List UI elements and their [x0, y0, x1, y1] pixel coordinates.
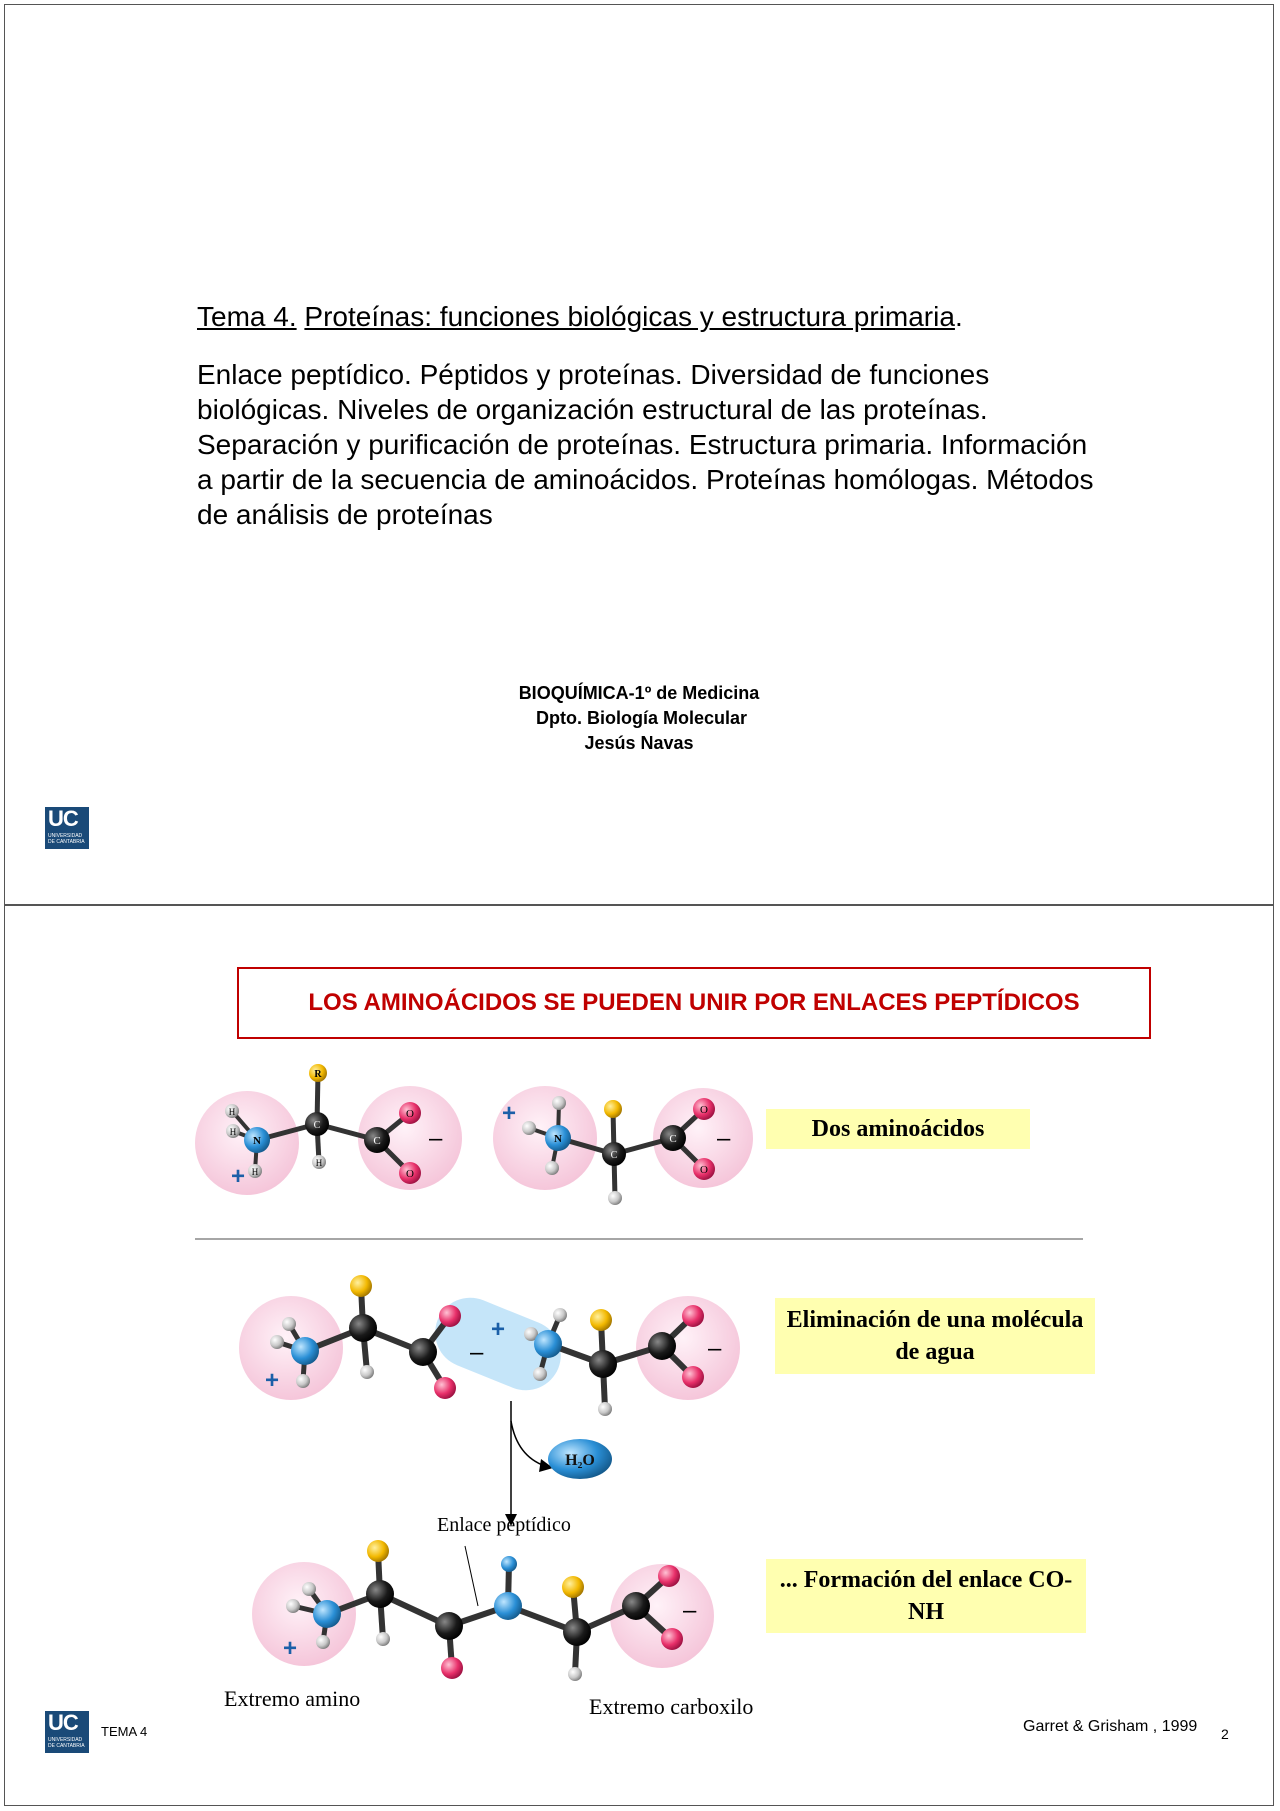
svg-text:–: – [717, 1125, 731, 1152]
credits [5, 681, 1273, 756]
water-label: H₂O [565, 1452, 595, 1469]
slide-title [197, 301, 963, 333]
footer-topic: TEMA 4 [101, 1724, 148, 1739]
slide-1 [4, 4, 1274, 905]
svg-text:+: + [265, 1367, 280, 1394]
svg-text:C: C [669, 1133, 677, 1145]
slide-heading: LOS AMINOÁCIDOS SE PUEDEN UNIR POR ENLACES PEPTÍDICOS [237, 967, 1151, 1039]
amino-acid-1 [195, 1064, 462, 1195]
box-two-amino-acids: Dos aminoácidos [766, 1109, 1030, 1149]
carboxyl-end-label: Extremo carboxilo [589, 1694, 754, 1719]
svg-text:O: O [700, 1164, 708, 1176]
svg-text:H: H [228, 1107, 236, 1117]
svg-text:N: N [253, 1135, 261, 1147]
page-number: 2 [1221, 1726, 1229, 1742]
title-main: Proteínas: funciones biológicas y estructura primaria [304, 301, 955, 332]
svg-text:–: – [683, 1597, 697, 1624]
topic-paragraph: Enlace peptídico. Péptidos y proteínas. Diversidad de funciones biológicas. Niveles de organización estructural de las proteínas. Separación y purificación de proteínas. Estructura primaria. Información a partir de la secuencia de aminoácidos. Proteínas homólogas. Métodos de análisis de proteínas [197, 359, 1094, 530]
svg-text:C: C [610, 1150, 618, 1161]
svg-text:+: + [491, 1316, 506, 1343]
uc-logo [45, 1711, 89, 1753]
svg-text:N: N [554, 1133, 562, 1145]
credit-author: Jesús Navas [584, 733, 694, 753]
peptide-bond-label: Enlace peptídico [437, 1514, 571, 1536]
logo-text: UC [48, 806, 78, 831]
svg-text:H: H [229, 1127, 237, 1137]
svg-text:+: + [502, 1100, 517, 1127]
amino-end-label: Extremo amino [224, 1686, 361, 1711]
svg-text:+: + [283, 1635, 298, 1662]
svg-text:–: – [429, 1125, 443, 1152]
citation: Garret & Grisham , 1999 [1023, 1718, 1198, 1735]
svg-text:C: C [313, 1120, 321, 1131]
credit-department: Dpto. Biología Molecular [530, 708, 747, 728]
logo-subtext: UNIVERSIDAD DE CANTABRIA [48, 833, 85, 845]
credit-course: BIOQUÍMICA-1º de Medicina [518, 683, 760, 703]
amino-acid-2 [493, 1086, 753, 1205]
water-elimination-diagram [239, 1275, 740, 1526]
svg-text:R: R [314, 1069, 322, 1080]
box-water-elimination: Eliminación de una molécula de agua [775, 1298, 1095, 1374]
box-bond-formation: ... Formación del enlace CO-NH [766, 1559, 1086, 1633]
title-end: . [954, 301, 963, 332]
title-prefix: Tema 4. [197, 301, 297, 332]
svg-text:H: H [315, 1158, 323, 1168]
svg-text:–: – [470, 1339, 484, 1366]
svg-text:O: O [406, 1108, 414, 1120]
svg-text:+: + [231, 1163, 246, 1190]
svg-text:–: – [708, 1335, 722, 1362]
svg-text:O: O [406, 1168, 414, 1180]
svg-text:C: C [373, 1135, 381, 1147]
uc-logo [45, 807, 89, 849]
logo-text: UC [48, 1710, 78, 1735]
logo-subtext: UNIVERSIDAD DE CANTABRIA [48, 1737, 85, 1749]
slide-2 [4, 905, 1274, 1806]
dipeptide-diagram [252, 1540, 714, 1681]
svg-text:H: H [251, 1167, 259, 1177]
svg-text:O: O [700, 1104, 708, 1116]
